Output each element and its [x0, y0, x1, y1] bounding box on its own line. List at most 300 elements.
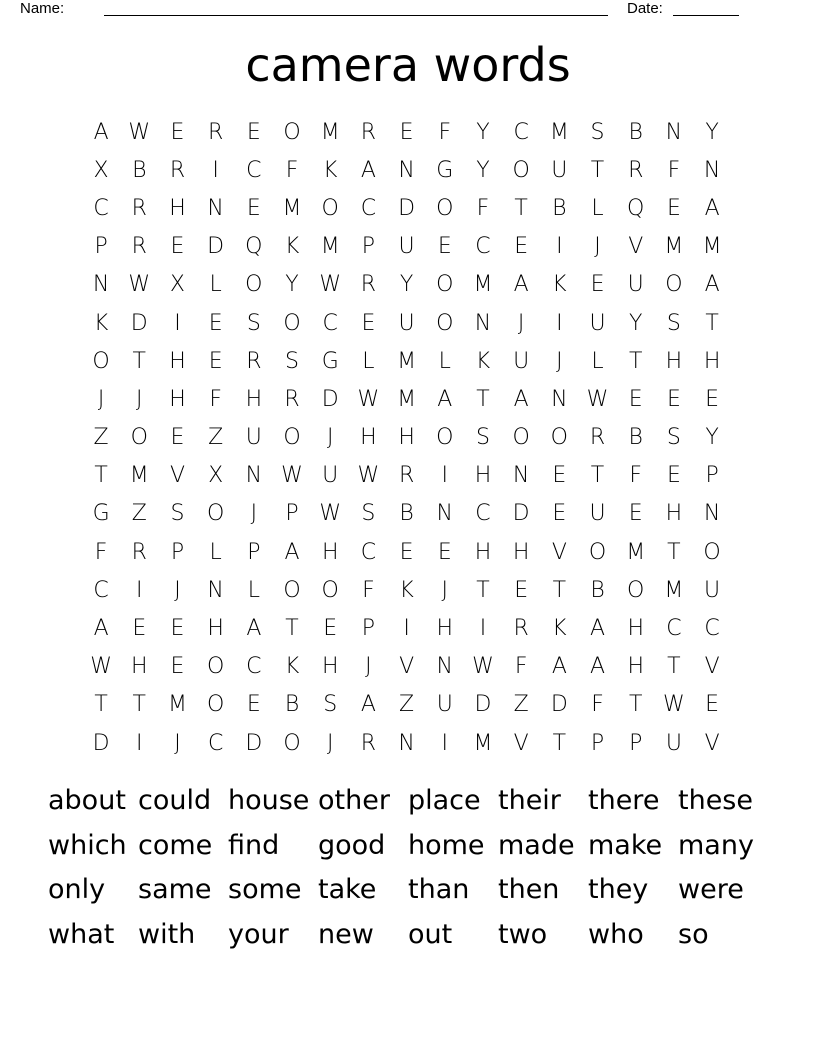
grid-letter: E	[399, 119, 414, 145]
grid-letter: W	[319, 272, 342, 298]
grid-letter: E	[208, 310, 223, 336]
grid-letter: I	[403, 616, 410, 642]
word-bank-item: make	[588, 829, 663, 861]
grid-letter: J	[517, 310, 525, 336]
grid-letter: R	[131, 539, 147, 565]
grid-letter: T	[590, 157, 605, 183]
grid-letter: C	[207, 730, 224, 756]
word-bank	[48, 779, 768, 957]
page-title: camera words	[245, 38, 571, 92]
grid-letter: O	[665, 272, 683, 298]
grid-letter: T	[514, 195, 528, 221]
grid-letter: D	[550, 692, 568, 718]
word-bank-item: there	[588, 785, 660, 816]
grid-letter: O	[206, 501, 225, 527]
word-bank-item: only	[48, 874, 106, 905]
grid-letter: P	[361, 616, 376, 642]
grid-letter: T	[476, 386, 490, 412]
grid-letter: A	[93, 119, 109, 145]
grid-letter: G	[92, 501, 110, 527]
grid-letter: C	[93, 195, 109, 221]
grid-letter: E	[132, 616, 147, 642]
grid-letter: I	[441, 730, 449, 756]
grid-letter: H	[169, 348, 186, 374]
word-bank-item: who	[588, 918, 644, 950]
grid-letter: Z	[93, 425, 109, 451]
grid-letter: Z	[208, 425, 224, 451]
letter-grid	[82, 113, 731, 762]
grid-letter: R	[246, 348, 262, 374]
grid-letter: T	[705, 310, 719, 336]
grid-letter: Z	[399, 692, 415, 718]
grid-letter: R	[169, 157, 186, 183]
grid-letter: H	[398, 425, 415, 451]
grid-letter: O	[92, 348, 110, 374]
grid-letter: R	[360, 119, 377, 145]
grid-letter: Y	[705, 425, 719, 451]
grid-letter: H	[169, 386, 186, 412]
grid-letter: O	[321, 577, 339, 603]
grid-letter: W	[128, 119, 151, 145]
grid-letter: M	[129, 463, 149, 489]
word-bank-item: other	[318, 785, 390, 816]
grid-letter: A	[513, 386, 529, 412]
grid-letter: O	[206, 692, 225, 718]
grid-letter: A	[513, 272, 529, 298]
word-bank-item: so	[678, 918, 709, 950]
grid-letter: U	[704, 577, 721, 603]
grid-letter: H	[703, 348, 721, 374]
grid-letter: N	[245, 463, 263, 489]
grid-letter: F	[629, 463, 643, 489]
grid-letter: N	[436, 654, 454, 680]
grid-letter: D	[512, 501, 530, 527]
grid-letter: D	[245, 730, 263, 756]
grid-letter: M	[320, 234, 340, 260]
grid-letter: K	[552, 272, 567, 298]
word-bank-item: home	[408, 829, 485, 861]
word-bank-item: new	[318, 918, 374, 950]
grid-letter: E	[666, 386, 681, 412]
word-bank-item: come	[138, 829, 213, 861]
grid-letter: H	[512, 539, 530, 565]
grid-letter: J	[441, 577, 449, 603]
grid-letter: E	[705, 386, 720, 412]
word-bank-item: your	[228, 918, 289, 950]
grid-letter: F	[514, 654, 528, 680]
grid-letter: E	[514, 234, 529, 260]
grid-letter: M	[702, 234, 722, 260]
grid-letter: I	[174, 310, 181, 336]
word-bank-item: some	[228, 874, 302, 905]
grid-letter: O	[703, 539, 721, 565]
grid-letter: D	[321, 386, 339, 412]
grid-letter: S	[475, 425, 490, 451]
grid-letter: M	[664, 577, 684, 603]
grid-letter: K	[399, 577, 414, 603]
grid-letter: F	[285, 157, 299, 183]
grid-letter: U	[436, 692, 453, 718]
grid-letter: A	[590, 616, 606, 642]
grid-letter: M	[167, 692, 187, 718]
grid-letter: C	[93, 577, 109, 603]
grid-letter: E	[323, 616, 338, 642]
grid-letter: B	[628, 425, 643, 451]
grid-letter: P	[285, 501, 299, 527]
grid-letter: R	[360, 272, 377, 298]
grid-letter: A	[704, 195, 720, 221]
word-bank-item: then	[498, 874, 560, 905]
grid-letter: M	[626, 539, 646, 565]
grid-letter: Y	[399, 272, 414, 298]
name-blank-line	[104, 15, 608, 16]
grid-letter: T	[552, 577, 567, 603]
grid-letter: F	[438, 119, 452, 145]
date-blank-line	[673, 15, 739, 16]
grid-letter: K	[284, 654, 300, 680]
grid-letter: E	[437, 234, 452, 260]
grid-letter: M	[282, 195, 302, 221]
grid-letter: N	[551, 386, 568, 412]
grid-letter: O	[436, 310, 454, 336]
grid-letter: T	[667, 654, 681, 680]
grid-letter: U	[245, 425, 262, 451]
grid-letter: I	[441, 463, 449, 489]
grid-letter: X	[208, 463, 224, 489]
grid-letter: X	[169, 272, 185, 298]
grid-letter: N	[398, 730, 415, 756]
word-bank-item: two	[498, 918, 548, 950]
grid-letter: S	[170, 501, 185, 527]
grid-letter: W	[281, 463, 303, 489]
grid-letter: E	[628, 501, 643, 527]
grid-letter: C	[513, 119, 529, 145]
grid-letter: R	[628, 157, 644, 183]
word-bank-item: what	[48, 918, 115, 950]
grid-letter: E	[552, 501, 567, 527]
grid-letter: B	[590, 577, 605, 603]
grid-letter: W	[90, 654, 112, 680]
word-bank-item: their	[498, 785, 561, 816]
grid-letter: O	[245, 272, 263, 298]
grid-letter: S	[590, 119, 605, 145]
header-line	[20, 0, 796, 18]
grid-letter: V	[628, 234, 644, 260]
grid-letter: J	[174, 577, 181, 603]
grid-letter: R	[513, 616, 529, 642]
grid-letter: E	[170, 234, 185, 260]
grid-letter: V	[704, 654, 720, 680]
grid-letter: U	[398, 234, 415, 260]
grid-letter: O	[283, 310, 301, 336]
grid-letter: A	[704, 272, 720, 298]
grid-letter: C	[704, 616, 720, 642]
grid-letter: H	[474, 463, 492, 489]
grid-letter: M	[473, 730, 493, 756]
grid-letter: J	[136, 386, 143, 412]
grid-letter: F	[667, 157, 681, 183]
grid-letter: I	[556, 234, 563, 260]
grid-letter: O	[283, 577, 301, 603]
grid-letter: C	[246, 157, 262, 183]
grid-letter: Z	[131, 501, 147, 527]
grid-letter: H	[245, 386, 263, 412]
grid-letter: H	[665, 501, 683, 527]
grid-letter: H	[474, 539, 492, 565]
grid-letter: O	[436, 272, 454, 298]
grid-letter: D	[207, 234, 225, 260]
grid-letter: S	[361, 501, 376, 527]
grid-letter: T	[667, 539, 681, 565]
grid-letter: P	[705, 463, 719, 489]
word-bank-item: with	[138, 918, 196, 950]
word-bank-item: than	[408, 874, 470, 905]
grid-letter: M	[473, 272, 493, 298]
grid-letter: L	[247, 577, 260, 603]
grid-letter: T	[552, 730, 567, 756]
grid-letter: W	[128, 272, 151, 298]
grid-letter: O	[512, 425, 530, 451]
grid-letter: N	[703, 157, 721, 183]
word-bank-item: many	[678, 829, 754, 861]
grid-letter: M	[664, 234, 684, 260]
word-bank-item: these	[678, 785, 753, 816]
grid-letter: T	[590, 463, 605, 489]
grid-letter: T	[94, 692, 108, 718]
word-bank-item: find	[228, 829, 280, 861]
grid-letter: O	[627, 577, 645, 603]
grid-letter: H	[360, 425, 377, 451]
word-bank-item: which	[48, 829, 127, 861]
grid-letter: K	[475, 348, 491, 374]
grid-letter: U	[627, 272, 644, 298]
word-bank-item: were	[678, 874, 744, 905]
grid-letter: U	[398, 310, 415, 336]
grid-letter: Y	[705, 119, 719, 145]
grid-letter: O	[321, 195, 339, 221]
grid-letter: D	[130, 310, 148, 336]
word-bank-item: they	[588, 874, 649, 905]
word-bank-item: take	[318, 874, 377, 905]
grid-letter: N	[207, 195, 224, 221]
grid-letter: U	[665, 730, 682, 756]
grid-letter: P	[361, 234, 376, 260]
grid-letter: F	[591, 692, 604, 718]
grid-letter: A	[551, 654, 567, 680]
grid-letter: B	[552, 195, 567, 221]
grid-letter: B	[628, 119, 643, 145]
grid-letter: H	[436, 616, 454, 642]
grid-letter: T	[132, 692, 146, 718]
grid-letter: T	[476, 577, 490, 603]
grid-letter: I	[136, 577, 143, 603]
grid-letter: R	[284, 386, 300, 412]
grid-letter: V	[551, 539, 567, 565]
grid-letter: Q	[245, 234, 263, 260]
grid-letter: W	[357, 463, 380, 489]
grid-letter: Y	[628, 310, 643, 336]
grid-letter: E	[246, 195, 261, 221]
grid-letter: N	[92, 272, 110, 298]
word-bank-item: out	[408, 918, 453, 950]
word-bank-item: good	[318, 829, 386, 861]
grid-letter: C	[322, 310, 338, 336]
grid-letter: W	[586, 386, 609, 412]
grid-letter: H	[665, 348, 683, 374]
grid-letter: O	[588, 539, 607, 565]
grid-letter: J	[556, 348, 563, 374]
grid-letter: E	[628, 386, 643, 412]
grid-letter: J	[594, 234, 601, 260]
grid-letter: L	[591, 348, 604, 374]
word-bank-item: place	[408, 785, 481, 816]
grid-letter: E	[170, 654, 185, 680]
grid-letter: E	[590, 272, 605, 298]
grid-letter: K	[284, 234, 300, 260]
grid-letter: T	[285, 616, 299, 642]
grid-letter: K	[552, 616, 567, 642]
grid-letter: E	[246, 692, 261, 718]
grid-letter: J	[326, 425, 334, 451]
grid-letter: O	[436, 425, 454, 451]
grid-letter: O	[130, 425, 148, 451]
grid-letter: P	[590, 730, 605, 756]
grid-letter: G	[321, 348, 339, 374]
grid-letter: H	[169, 195, 186, 221]
grid-letter: N	[512, 463, 530, 489]
grid-letter: U	[589, 310, 606, 336]
grid-letter: Z	[513, 692, 529, 718]
grid-letter: J	[326, 730, 334, 756]
grid-letter: D	[398, 195, 416, 221]
grid-letter: S	[246, 310, 261, 336]
grid-letter: U	[589, 501, 606, 527]
grid-letter: E	[208, 348, 223, 374]
grid-letter: O	[283, 425, 301, 451]
grid-letter: R	[360, 730, 377, 756]
grid-letter: C	[475, 234, 491, 260]
grid-letter: F	[476, 195, 490, 221]
grid-letter: N	[436, 501, 454, 527]
grid-letter: N	[703, 501, 721, 527]
grid-letter: A	[246, 616, 262, 642]
grid-letter: W	[472, 654, 494, 680]
grid-letter: N	[665, 119, 683, 145]
grid-letter: P	[94, 234, 108, 260]
grid-letter: R	[131, 234, 147, 260]
grid-letter: W	[319, 501, 342, 527]
grid-letter: M	[549, 119, 569, 145]
grid-letter: A	[437, 386, 453, 412]
grid-letter: V	[704, 730, 720, 756]
grid-letter: E	[170, 616, 185, 642]
grid-letter: J	[97, 386, 105, 412]
grid-letter: N	[207, 577, 224, 603]
grid-letter: A	[360, 692, 376, 718]
grid-letter: B	[132, 157, 147, 183]
grid-letter: C	[360, 539, 377, 565]
grid-letter: O	[550, 425, 568, 451]
grid-letter: V	[513, 730, 529, 756]
grid-letter: A	[93, 616, 109, 642]
grid-letter: V	[169, 463, 185, 489]
grid-letter: E	[399, 539, 414, 565]
grid-letter: P	[629, 730, 643, 756]
grid-letter: K	[93, 310, 109, 336]
grid-letter: I	[479, 616, 487, 642]
grid-letter: N	[474, 310, 492, 336]
grid-letter: M	[320, 119, 340, 145]
grid-letter: L	[362, 348, 375, 374]
grid-letter: O	[283, 730, 301, 756]
grid-letter: U	[513, 348, 530, 374]
grid-letter: E	[666, 463, 681, 489]
grid-letter: F	[362, 577, 375, 603]
grid-letter: W	[663, 692, 685, 718]
grid-letter: H	[207, 616, 224, 642]
grid-letter: M	[397, 386, 417, 412]
grid-letter: S	[666, 425, 681, 451]
grid-letter: Y	[476, 157, 490, 183]
grid-letter: E	[666, 195, 681, 221]
grid-letter: H	[321, 654, 339, 680]
grid-letter: Y	[476, 119, 490, 145]
grid-letter: Q	[627, 195, 645, 221]
grid-letter: E	[514, 577, 529, 603]
grid-letter: J	[174, 730, 181, 756]
grid-letter: C	[475, 501, 491, 527]
grid-letter: G	[436, 157, 454, 183]
grid-letter: I	[212, 157, 219, 183]
grid-letter: H	[321, 539, 339, 565]
name-label: Name:	[20, 0, 65, 17]
grid-letter: D	[92, 730, 110, 756]
grid-letter: S	[285, 348, 300, 374]
grid-letter: K	[323, 157, 338, 183]
grid-letter: A	[284, 539, 300, 565]
date-label: Date:	[627, 0, 663, 17]
grid-letter: E	[437, 539, 452, 565]
grid-letter: T	[628, 692, 643, 718]
grid-letter: O	[512, 157, 530, 183]
word-bank-item: made	[498, 829, 575, 861]
grid-letter: L	[438, 348, 451, 374]
grid-letter: I	[136, 730, 143, 756]
grid-letter: P	[247, 539, 261, 565]
grid-letter: N	[398, 157, 415, 183]
word-bank-item: house	[228, 785, 310, 816]
grid-letter: R	[131, 195, 147, 221]
word-bank-item: same	[138, 874, 212, 905]
grid-letter: T	[132, 348, 146, 374]
grid-letter: L	[209, 272, 222, 298]
grid-letter: A	[590, 654, 606, 680]
grid-letter: E	[170, 425, 185, 451]
grid-letter: D	[474, 692, 492, 718]
grid-letter: F	[209, 386, 222, 412]
grid-letter: B	[284, 692, 300, 718]
grid-letter: H	[627, 616, 644, 642]
grid-letter: P	[170, 539, 185, 565]
grid-letter: E	[361, 310, 376, 336]
grid-letter: O	[283, 119, 301, 145]
grid-letter: A	[360, 157, 376, 183]
grid-letter: M	[397, 348, 417, 374]
grid-letter: L	[591, 195, 604, 221]
grid-letter: C	[360, 195, 377, 221]
grid-letter: W	[357, 386, 380, 412]
grid-letter: J	[250, 501, 258, 527]
